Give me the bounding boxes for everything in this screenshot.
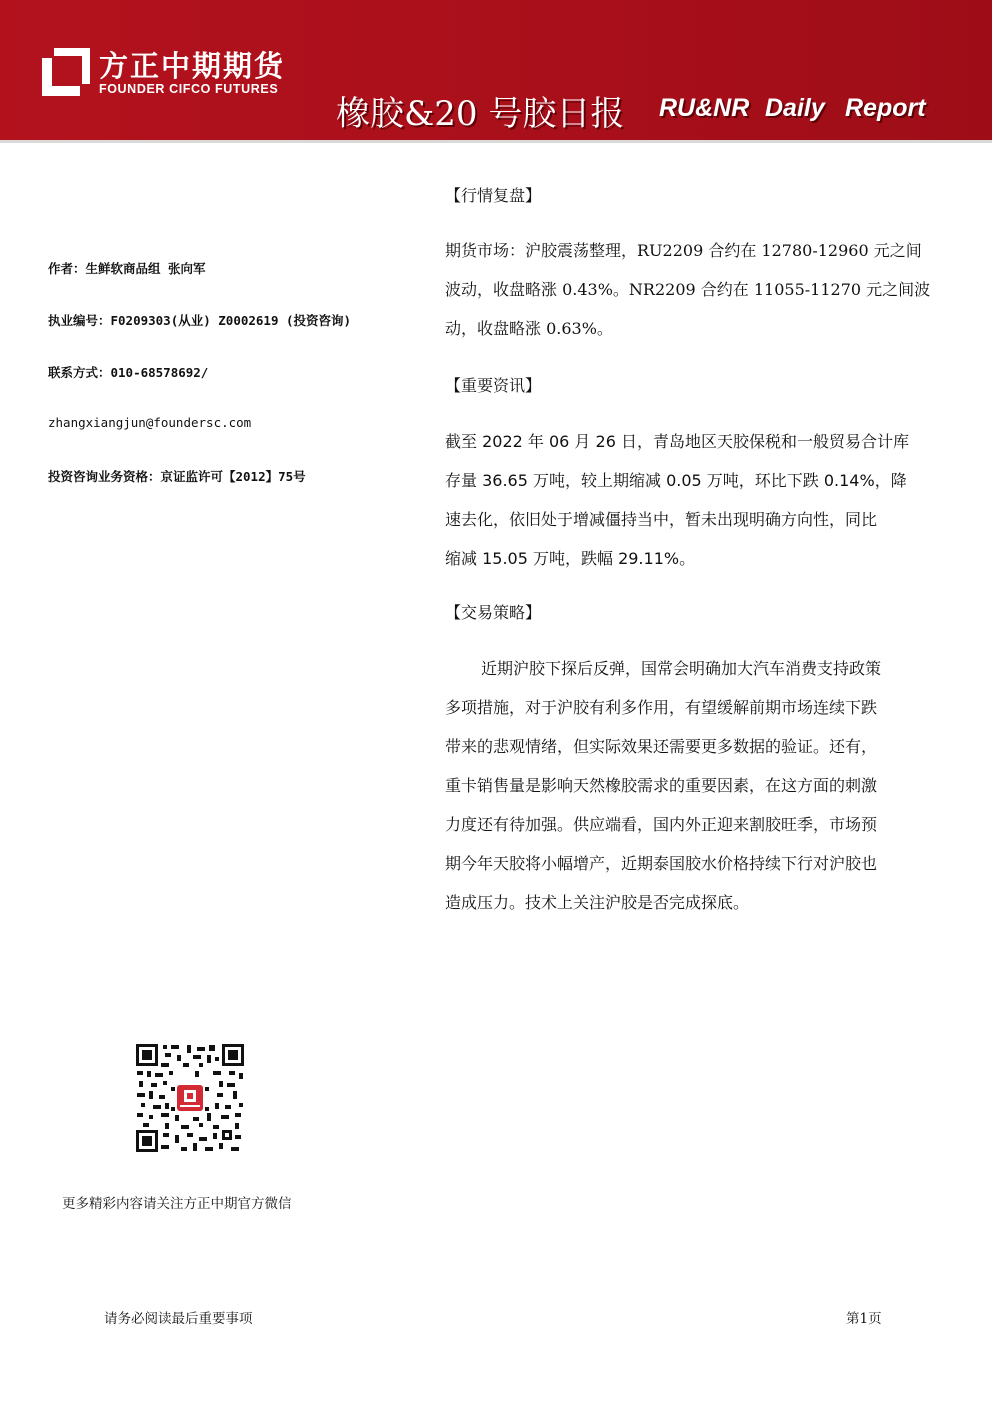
paragraph-line: 截至 2022 年 06 月 26 日，青岛地区天胶保税和一般贸易合计库 <box>445 432 909 451</box>
report-title-en-1: RU&NR <box>659 94 750 122</box>
company-name-cn: 方正中期期货 <box>99 49 286 83</box>
strategy-heading: 【交易策略】 <box>445 603 542 622</box>
paragraph-line: 重卡销售量是影响天然橡胶需求的重要因素，在这方面的刺激 <box>445 776 878 795</box>
wechat-qr-code <box>135 1043 245 1153</box>
paragraph-line: 带来的悲观情绪，但实际效果还需要更多数据的验证。还有， <box>445 737 878 756</box>
report-title-en-3: Report <box>845 94 926 122</box>
qualification-line: 投资咨询业务资格：京证监许可【2012】75号 <box>48 469 306 484</box>
paragraph-line: 力度还有待加强。供应端看，国内外正迎来割胶旺季，市场预 <box>445 815 878 834</box>
paragraph-line: 近期沪胶下探后反弹，国常会明确加大汽车消费支持政策 <box>481 659 882 678</box>
contact-line: 联系方式：010-68578692/ <box>48 365 209 380</box>
paragraph-line: 缩减 15.05 万吨，跌幅 29.11%。 <box>445 549 696 568</box>
paragraph-line: 动，收盘略涨 0.63%。 <box>445 319 613 338</box>
paragraph-line: 期今年天胶将小幅增产，近期泰国胶水价格持续下行对沪胶也 <box>445 854 878 873</box>
paragraph-line: 速去化，依旧处于增减僵持当中，暂未出现明确方向性，同比 <box>445 510 878 529</box>
footer-notice: 请务必阅读最后重要事项 <box>104 1311 253 1327</box>
page-number: 第1页 <box>846 1311 882 1327</box>
founder-logo-icon <box>40 46 92 98</box>
market-review-heading: 【行情复盘】 <box>445 186 542 205</box>
paragraph-line: 存量 36.65 万吨，较上期缩减 0.05 万吨，环比下跌 0.14%，降 <box>445 471 907 490</box>
email-line: zhangxiangjun@foundersc.com <box>48 415 252 430</box>
header-divider <box>0 140 992 143</box>
company-name-en: FOUNDER CIFCO FUTURES <box>99 82 279 96</box>
paragraph-line: 波动，收盘略涨 0.43%。NR2209 合约在 11055-11270 元之间波 <box>445 280 931 299</box>
paragraph-line: 期货市场：沪胶震荡整理，RU2209 合约在 12780-12960 元之间 <box>445 241 922 260</box>
header-banner <box>0 0 992 143</box>
qr-caption: 更多精彩内容请关注方正中期官方微信 <box>62 1196 292 1212</box>
author-line: 作者：生鲜软商品组 张向军 <box>48 261 206 276</box>
report-title: 橡胶&20 号胶日报 <box>336 94 625 134</box>
report-title-en-2: Daily <box>765 94 825 122</box>
paragraph-line: 造成压力。技术上关注沪胶是否完成探底。 <box>445 893 750 912</box>
license-line: 执业编号：F0209303(从业) Z0002619 (投资咨询) <box>48 313 352 328</box>
paragraph-line: 多项措施，对于沪胶有利多作用，有望缓解前期市场连续下跌 <box>445 698 878 717</box>
news-heading: 【重要资讯】 <box>445 376 542 395</box>
